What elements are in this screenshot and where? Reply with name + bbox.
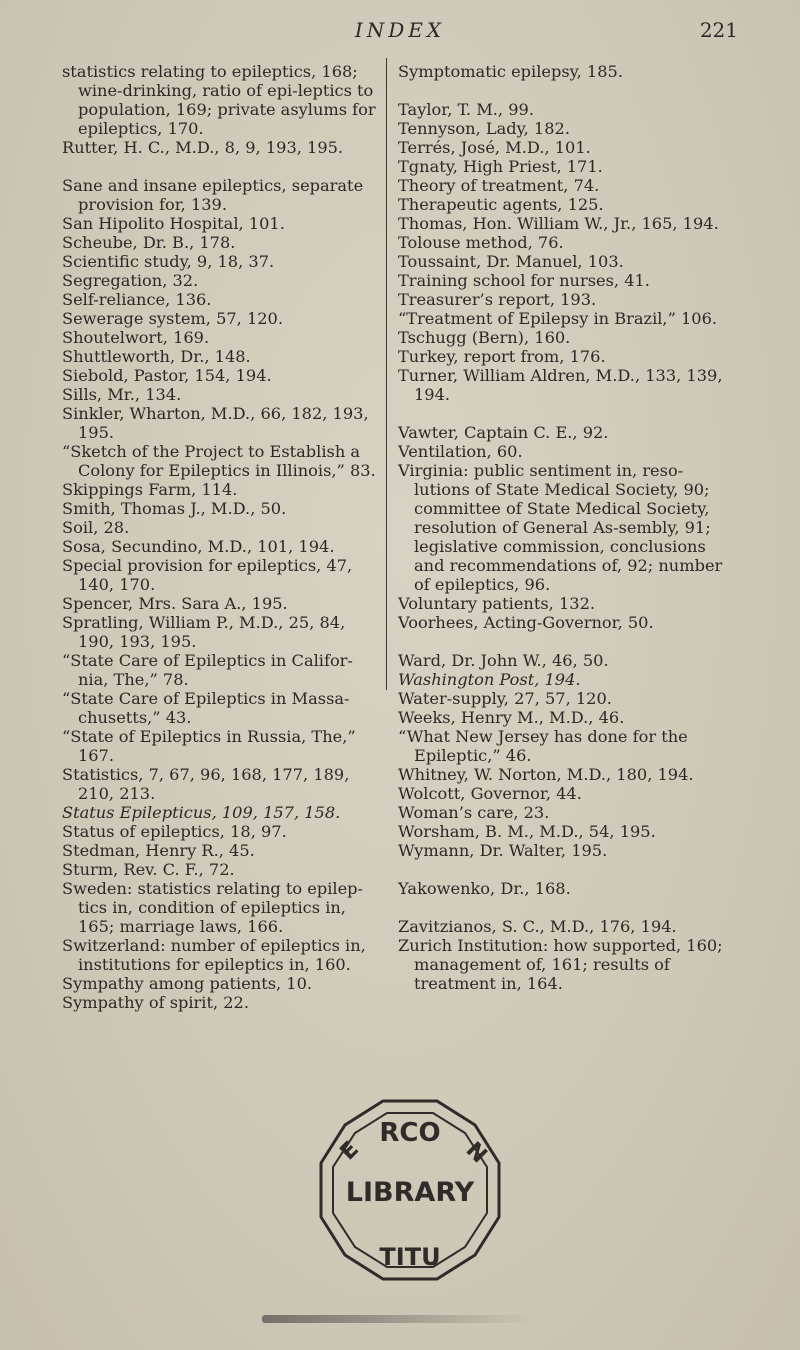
index-entry: “State Care of Epileptics in Califor-nia, The,” 78.	[62, 651, 353, 689]
index-entry: Toussaint, Dr. Manuel, 103.	[398, 252, 624, 271]
index-entry: “State Care of Epileptics in Massa-chusetts,” 43.	[62, 689, 350, 727]
index-entry: Special provision for epileptics, 47, 140, 170.	[62, 556, 353, 594]
index-entry: Treasurer’s report, 193.	[398, 290, 597, 309]
index-entry: Status Epilepticus, 109, 157, 158.	[62, 803, 341, 822]
index-entry: Worsham, B. M., M.D., 54, 195.	[398, 822, 656, 841]
index-entry: “What New Jersey has done for the Epileptic,” 46.	[398, 727, 688, 765]
index-entry: Sturm, Rev. C. F., 72.	[62, 860, 235, 879]
index-entry: Woman’s care, 23.	[398, 803, 550, 822]
index-entry: Ventilation, 60.	[398, 442, 523, 461]
index-entry: Zavitzianos, S. C., M.D., 176, 194.	[398, 917, 677, 936]
index-entry: Washington Post, 194.	[398, 670, 581, 689]
index-entry: Tgnaty, High Priest, 171.	[398, 157, 603, 176]
index-entry: statistics relating to epileptics, 168; wine-drinking, ratio of epi-leptics to population, 169; private asylums for epileptics, 170.	[62, 62, 376, 138]
index-entry: Tolouse method, 76.	[398, 233, 564, 252]
stamp-ring-left-text: E	[335, 1136, 364, 1166]
index-entry: Soil, 28.	[62, 518, 130, 537]
index-entry: Symptomatic epilepsy, 185.	[398, 62, 623, 81]
index-entry: Voluntary patients, 132.	[398, 594, 596, 613]
index-entry: “State of Epileptics in Russia, The,” 167.	[62, 727, 356, 765]
ink-smudge	[262, 1315, 532, 1323]
index-entry: Taylor, T. M., 99.	[398, 100, 534, 119]
stamp-ring-right-text: N	[460, 1137, 492, 1169]
stamp-ring-top-text: RCO	[379, 1118, 441, 1148]
index-entry: Whitney, W. Norton, M.D., 180, 194.	[398, 765, 694, 784]
index-entry: Wymann, Dr. Walter, 195.	[398, 841, 608, 860]
index-entry: Sane and insane epileptics, separate provision for, 139.	[62, 176, 364, 214]
index-entry: Sinkler, Wharton, M.D., 66, 182, 193, 195.	[62, 404, 369, 442]
index-entry: Scheube, Dr. B., 178.	[62, 233, 236, 252]
index-entry: Smith, Thomas J., M.D., 50.	[62, 499, 287, 518]
library-stamp	[305, 1085, 515, 1295]
index-entry: Turkey, report from, 176.	[398, 347, 606, 366]
index-entry: Turner, William Aldren, M.D., 133, 139, 194.	[398, 366, 723, 404]
index-entry: Vawter, Captain C. E., 92.	[398, 423, 609, 442]
column-divider	[386, 58, 387, 690]
stamp-center-text: LIBRARY	[345, 1177, 475, 1208]
index-entry: Sills, Mr., 134.	[62, 385, 182, 404]
index-entry: Statistics, 7, 67, 96, 168, 177, 189, 210, 213.	[62, 765, 350, 803]
index-entry: Virginia: public sentiment in, reso-lutions of State Medical Society, 90; committee of State Medical Society, resolution of General As-sembly, 91; legislative commission, conclusions and recommendations of, 92; number of epileptics, 96.	[398, 461, 723, 594]
running-header-title: INDEX	[354, 18, 446, 42]
index-entry: Sewerage system, 57, 120.	[62, 309, 283, 328]
index-entry: Weeks, Henry M., M.D., 46.	[398, 708, 625, 727]
index-entry: Tschugg (Bern), 160.	[398, 328, 571, 347]
index-entry: Segregation, 32.	[62, 271, 199, 290]
index-entry: Training school for nurses, 41.	[398, 271, 650, 290]
index-entry: San Hipolito Hospital, 101.	[62, 214, 285, 233]
index-entry: Switzerland: number of epileptics in, institutions for epileptics in, 160.	[62, 936, 366, 974]
index-entry: Sympathy of spirit, 22.	[62, 993, 250, 1012]
index-column-right	[398, 62, 734, 993]
index-entry: Theory of treatment, 74.	[398, 176, 600, 195]
index-entry: Terrés, José, M.D., 101.	[398, 138, 591, 157]
index-entry: “Treatment of Epilepsy in Brazil,” 106.	[398, 309, 718, 328]
index-entry: Yakowenko, Dr., 168.	[398, 879, 571, 898]
index-entry: Self-reliance, 136.	[62, 290, 212, 309]
index-entry: Thomas, Hon. William W., Jr., 165, 194.	[398, 214, 719, 233]
index-column-left	[62, 62, 380, 1012]
index-entry: Water-supply, 27, 57, 120.	[398, 689, 612, 708]
index-entry: Rutter, H. C., M.D., 8, 9, 193, 195.	[62, 138, 344, 157]
index-entry: Shuttleworth, Dr., 148.	[62, 347, 251, 366]
index-entry: “Sketch of the Project to Establish a Colony for Epileptics in Illinois,” 83.	[62, 442, 376, 480]
index-entry: Stedman, Henry R., 45.	[62, 841, 255, 860]
index-entry: Status of epileptics, 18, 97.	[62, 822, 287, 841]
index-entry: Shoutelwort, 169.	[62, 328, 210, 347]
index-entry: Sweden: statistics relating to epilep-tics in, condition of epileptics in, 165; marriage laws, 166.	[62, 879, 364, 936]
index-entry: Scientific study, 9, 18, 37.	[62, 252, 275, 271]
index-entry: Skippings Farm, 114.	[62, 480, 238, 499]
stamp-ring-bottom-text: TITU	[379, 1243, 441, 1271]
index-entry: Wolcott, Governor, 44.	[398, 784, 582, 803]
page-number: 221	[699, 18, 738, 42]
index-entry: Siebold, Pastor, 154, 194.	[62, 366, 272, 385]
index-entry: Spratling, William P., M.D., 25, 84, 190, 193, 195.	[62, 613, 346, 651]
index-entry: Voorhees, Acting-Governor, 50.	[398, 613, 654, 632]
index-entry: Sympathy among patients, 10.	[62, 974, 313, 993]
index-entry: Ward, Dr. John W., 46, 50.	[398, 651, 609, 670]
index-entry: Sosa, Secundino, M.D., 101, 194.	[62, 537, 335, 556]
index-entry: Spencer, Mrs. Sara A., 195.	[62, 594, 288, 613]
index-entry: Zurich Institution: how supported, 160; management of, 161; results of treatment in, 164.	[398, 936, 723, 993]
index-entry: Therapeutic agents, 125.	[398, 195, 604, 214]
index-entry: Tennyson, Lady, 182.	[398, 119, 570, 138]
